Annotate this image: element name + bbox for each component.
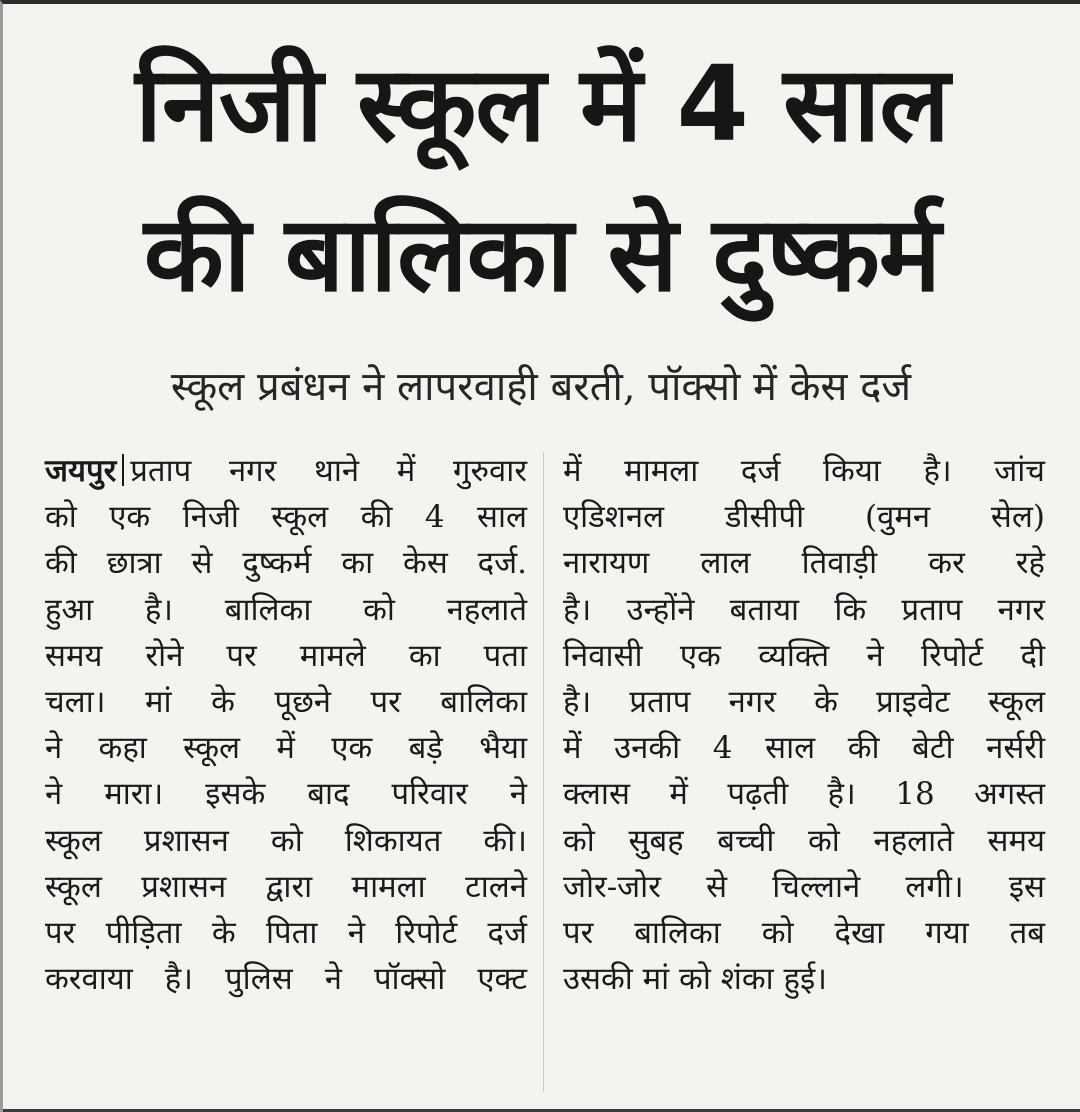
body-line: जोर-जोर से चिल्लाने लगी। इस (563, 868, 1045, 905)
body-line: है। प्रताप नगर के प्राइवेट स्कूल (563, 683, 1045, 720)
body-line: ने मारा। इसके बाद परिवार ने (45, 776, 527, 813)
body-line: की छात्रा से दुष्कर्म का केस दर्ज. (45, 545, 527, 582)
body-line: क्लास में पढ़ती है। 18 अगस्त (563, 776, 1045, 813)
article-column-left (45, 448, 527, 1002)
subheadline: स्कूल प्रबंधन ने लापरवाही बरती, पॉक्सो में केस दर्ज (170, 364, 912, 410)
article-column-right (563, 448, 1045, 1002)
body-line: है। उन्होंने बताया कि प्रताप नगर (563, 591, 1045, 628)
body-line: पर बालिका को देखा गया तब (563, 914, 1045, 951)
body-line: में उनकी 4 साल की बेटी नर्सरी (563, 730, 1045, 767)
body-line: जयपुर प्रताप नगर थाने में गुरुवार (45, 453, 527, 489)
body-line: ने कहा स्कूल में एक बड़े भैया (45, 730, 527, 767)
body-line: हुआ है। बालिका को नहलाते (45, 591, 527, 628)
body-line: एडिशनल डीसीपी (वुमन सेल) (563, 499, 1045, 536)
body-line: में मामला दर्ज किया है। जांच (563, 453, 1045, 489)
headline-line-1: निजी स्कूल में 4 साल (135, 43, 949, 165)
body-line: करवाया है। पुलिस ने पॉक्सो एक्ट (45, 961, 527, 998)
dateline-separator (122, 454, 124, 486)
column-divider (543, 452, 544, 1092)
body-line: को एक निजी स्कूल की 4 साल (45, 499, 527, 536)
body-line: उसकी मां को शंका हुई। (563, 961, 827, 998)
body-line: को सुबह बच्ची को नहलाते समय (563, 822, 1045, 859)
body-line: नारायण लाल तिवाड़ी कर रहे (563, 545, 1045, 582)
body-line: निवासी एक व्यक्ति ने रिपोर्ट दी (563, 637, 1045, 674)
body-line: पर पीड़िता के पिता ने रिपोर्ट दर्ज (45, 914, 527, 951)
dateline: जयपुर (45, 453, 117, 489)
body-line: चला। मां के पूछने पर बालिका (45, 683, 527, 720)
headline-line-2: की बालिका से दुष्कर्म (143, 193, 941, 315)
body-line: स्कूल प्रशासन द्वारा मामला टालने (45, 868, 527, 905)
body-line: स्कूल प्रशासन को शिकायत की। (45, 822, 527, 859)
body-line: समय रोने पर मामले का पता (45, 637, 527, 674)
